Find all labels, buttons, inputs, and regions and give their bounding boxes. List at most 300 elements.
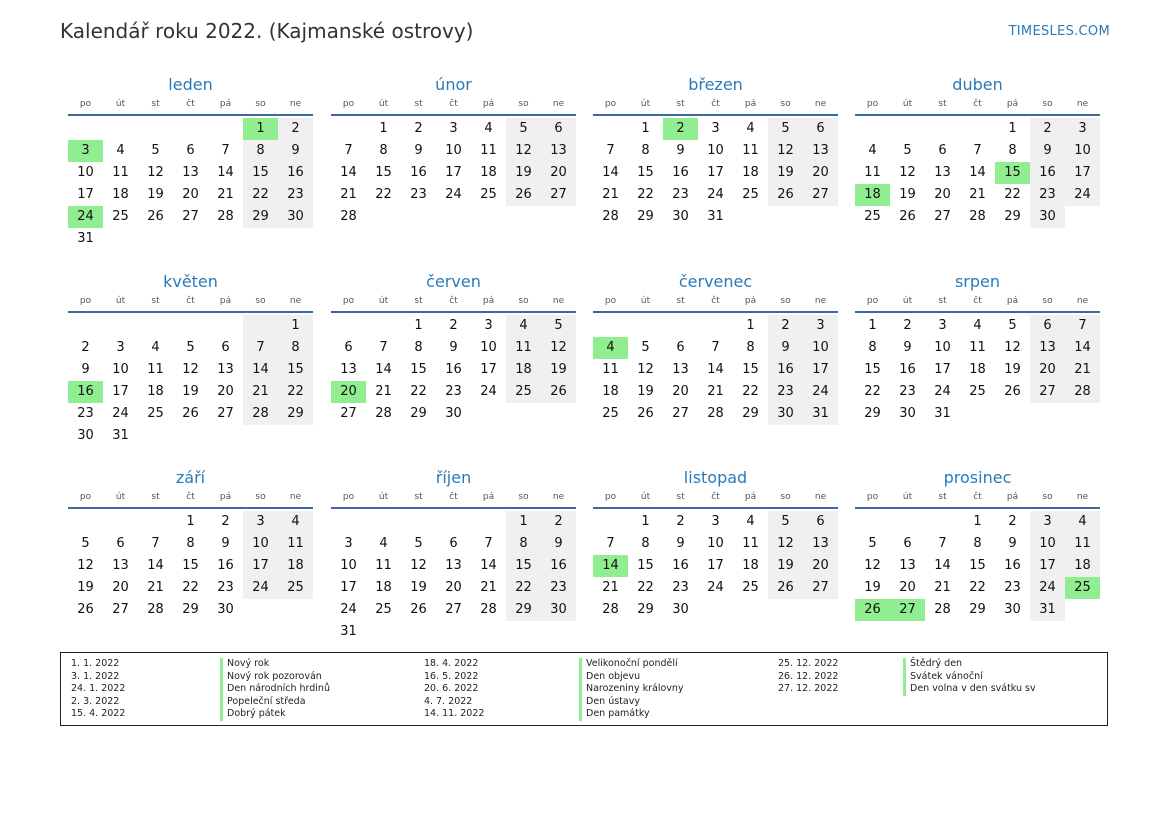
legend-holiday: Den ústavy	[586, 695, 640, 707]
day-cell: 21	[934, 580, 951, 595]
day-cell: 2	[903, 318, 912, 333]
day-cell: 15	[278, 359, 313, 381]
day-cell: 14	[340, 165, 357, 180]
day-cell: 6	[803, 511, 838, 533]
day-cell: 25	[112, 209, 129, 224]
day-cell: 1	[414, 318, 423, 333]
day-cell: 16	[768, 359, 803, 381]
day-cell: 12	[899, 165, 916, 180]
day-cell: 29	[278, 403, 313, 425]
day-cell: 15	[637, 165, 654, 180]
weekday-label: pá	[744, 296, 757, 306]
empty-cell	[593, 118, 628, 140]
day-cell: 22	[278, 381, 313, 403]
weekday-label: čt	[449, 296, 458, 306]
day-cell: 23	[899, 384, 916, 399]
day-cell: 8	[278, 337, 313, 359]
day-cell: 6	[938, 143, 947, 158]
weekday-label: čt	[186, 99, 195, 109]
day-cell: 19	[147, 187, 164, 202]
weekday-label: pá	[744, 99, 757, 109]
day-cell: 10	[934, 340, 951, 355]
day-cell: 5	[641, 340, 650, 355]
day-cell: 24	[707, 187, 724, 202]
day-cell: 3	[711, 514, 720, 529]
day-cell: 30	[672, 602, 689, 617]
weekday-label: po	[604, 492, 617, 502]
day-cell: 25	[147, 406, 164, 421]
weekday-label: po	[342, 492, 355, 502]
day-cell: 14	[1065, 337, 1100, 359]
day-cell: 21	[147, 580, 164, 595]
day-cell: 13	[1030, 337, 1065, 359]
empty-cell	[698, 315, 733, 337]
day-cell: 13	[112, 558, 129, 573]
day-cell: 23	[672, 187, 689, 202]
month-leden	[68, 74, 313, 250]
weekday-label: čt	[186, 296, 195, 306]
day-cell: 30	[672, 209, 689, 224]
day-cell: 29	[1004, 209, 1021, 224]
weekday-label: út	[378, 99, 389, 109]
day-cell: 29	[410, 406, 427, 421]
weekday-label: po	[79, 492, 92, 502]
empty-cell	[173, 315, 208, 337]
day-cell: 23	[1030, 184, 1065, 206]
day-cell: 8	[973, 536, 982, 551]
day-cell: 7	[484, 536, 493, 551]
day-cell: 23	[541, 577, 576, 599]
weekday-header	[855, 96, 1100, 114]
day-cell: 27	[803, 184, 838, 206]
day-cell: 4	[746, 121, 755, 136]
day-cell: 24	[934, 384, 951, 399]
day-cell: 12	[182, 362, 199, 377]
day-cell: 14	[707, 362, 724, 377]
header-rule	[593, 311, 838, 313]
day-cell: 14	[147, 558, 164, 573]
empty-cell	[960, 118, 995, 140]
empty-cell	[890, 118, 925, 140]
day-cell: 4	[746, 514, 755, 529]
day-cell: 20	[672, 384, 689, 399]
day-cell: 17	[77, 187, 94, 202]
weekday-header	[331, 489, 576, 507]
day-cell: 2	[768, 315, 803, 337]
day-cell: 18	[278, 555, 313, 577]
day-cell: 28	[340, 209, 357, 224]
days-grid	[331, 118, 576, 228]
weekday-label: ne	[289, 296, 302, 306]
weekday-label: st	[151, 492, 160, 502]
day-cell: 24	[112, 406, 129, 421]
day-cell: 10	[77, 165, 94, 180]
legend-marker	[579, 658, 582, 721]
days-grid	[68, 118, 313, 250]
day-cell: 8	[641, 143, 650, 158]
day-cell: 8	[868, 340, 877, 355]
day-cell: 7	[344, 143, 353, 158]
header-rule	[331, 507, 576, 509]
weekday-label: so	[780, 296, 791, 306]
day-cell: 19	[864, 580, 881, 595]
weekday-label: st	[151, 99, 160, 109]
weekday-label: po	[79, 99, 92, 109]
day-cell: 26	[506, 184, 541, 206]
day-cell: 2	[1008, 514, 1017, 529]
empty-cell	[138, 315, 173, 337]
empty-cell	[68, 511, 103, 533]
weekday-label: po	[342, 296, 355, 306]
day-cell: 17	[480, 362, 497, 377]
empty-cell	[401, 511, 436, 533]
days-grid	[68, 511, 313, 621]
legend-holiday: Dobrý pátek	[227, 708, 286, 720]
day-cell: 25	[480, 187, 497, 202]
day-cell: 7	[711, 340, 720, 355]
day-cell: 21	[480, 580, 497, 595]
day-cell: 20	[899, 580, 916, 595]
day-cell: 24	[803, 381, 838, 403]
day-cell: 1	[278, 315, 313, 337]
weekday-header	[855, 489, 1100, 507]
day-cell: 13	[899, 558, 916, 573]
day-cell: 22	[864, 384, 881, 399]
day-cell: 17	[243, 555, 278, 577]
day-cell: 12	[506, 140, 541, 162]
day-cell: 28	[934, 602, 951, 617]
day-cell: 9	[768, 337, 803, 359]
day-cell: 11	[969, 340, 986, 355]
month-únor	[331, 74, 576, 228]
month-name: duben	[952, 75, 1003, 94]
weekday-label: út	[640, 296, 651, 306]
weekday-label: ne	[814, 492, 827, 502]
day-cell: 17	[445, 165, 462, 180]
weekday-header	[68, 489, 313, 507]
day-cell: 18	[375, 580, 392, 595]
day-cell: 19	[182, 384, 199, 399]
holiday-day-cell: 24	[68, 206, 103, 228]
day-cell: 10	[112, 362, 129, 377]
empty-cell	[103, 118, 138, 140]
legend-marker	[220, 658, 223, 721]
legend-holiday: Popeleční středa	[227, 695, 306, 707]
day-cell: 10	[1030, 533, 1065, 555]
weekday-label: po	[604, 99, 617, 109]
empty-cell	[855, 118, 890, 140]
day-cell: 11	[742, 536, 759, 551]
legend-marker	[903, 658, 906, 696]
holiday-day-cell: 14	[593, 555, 628, 577]
day-cell: 29	[506, 599, 541, 621]
day-cell: 3	[484, 318, 493, 333]
day-cell: 12	[1004, 340, 1021, 355]
weekday-label: st	[414, 492, 423, 502]
day-cell: 8	[506, 533, 541, 555]
month-duben	[855, 74, 1100, 228]
holiday-legend	[60, 652, 1108, 726]
weekday-label: út	[378, 492, 389, 502]
day-cell: 18	[480, 165, 497, 180]
day-cell: 28	[1065, 381, 1100, 403]
month-květen	[68, 271, 313, 447]
day-cell: 14	[602, 165, 619, 180]
month-name: červen	[426, 272, 481, 291]
day-cell: 13	[541, 140, 576, 162]
holiday-day-cell: 26	[855, 599, 890, 621]
month-červen	[331, 271, 576, 425]
day-cell: 29	[637, 209, 654, 224]
day-cell: 2	[414, 121, 423, 136]
day-cell: 24	[445, 187, 462, 202]
day-cell: 16	[672, 165, 689, 180]
day-cell: 20	[803, 555, 838, 577]
weekday-label: ne	[289, 99, 302, 109]
day-cell: 27	[934, 209, 951, 224]
day-cell: 22	[742, 384, 759, 399]
day-cell: 11	[278, 533, 313, 555]
day-cell: 4	[484, 121, 493, 136]
day-cell: 21	[602, 580, 619, 595]
day-cell: 1	[1008, 121, 1017, 136]
days-grid	[593, 511, 838, 621]
day-cell: 6	[541, 118, 576, 140]
day-cell: 21	[707, 384, 724, 399]
weekday-label: st	[414, 99, 423, 109]
day-cell: 4	[1065, 511, 1100, 533]
empty-cell	[138, 511, 173, 533]
day-cell: 8	[379, 143, 388, 158]
day-cell: 15	[864, 362, 881, 377]
day-cell: 4	[278, 511, 313, 533]
day-cell: 29	[864, 406, 881, 421]
weekday-label: so	[255, 99, 266, 109]
day-cell: 26	[541, 381, 576, 403]
legend-holiday: Štědrý den	[910, 658, 963, 669]
day-cell: 6	[221, 340, 230, 355]
empty-cell	[855, 511, 890, 533]
weekday-label: po	[604, 296, 617, 306]
day-cell: 18	[1065, 555, 1100, 577]
weekday-label: čt	[186, 492, 195, 502]
weekday-label: út	[640, 99, 651, 109]
weekday-label: pá	[1006, 492, 1019, 502]
day-cell: 23	[410, 187, 427, 202]
header-rule	[68, 114, 313, 116]
day-cell: 8	[641, 536, 650, 551]
weekday-label: pá	[219, 99, 232, 109]
empty-cell	[366, 315, 401, 337]
empty-cell	[331, 118, 366, 140]
legend-date: 14. 11. 2022	[424, 708, 485, 720]
days-grid	[855, 315, 1100, 425]
month-březen	[593, 74, 838, 228]
day-cell: 6	[186, 143, 195, 158]
day-cell: 22	[969, 580, 986, 595]
weekday-label: ne	[814, 99, 827, 109]
day-cell: 31	[803, 403, 838, 425]
day-cell: 11	[602, 362, 619, 377]
day-cell: 2	[449, 318, 458, 333]
day-cell: 1	[641, 121, 650, 136]
day-cell: 31	[934, 406, 951, 421]
holiday-day-cell: 25	[1065, 577, 1100, 599]
holiday-day-cell: 4	[593, 337, 628, 359]
day-cell: 14	[217, 165, 234, 180]
day-cell: 1	[746, 318, 755, 333]
weekday-label: po	[866, 492, 879, 502]
legend-date: 27. 12. 2022	[778, 683, 839, 695]
day-cell: 5	[186, 340, 195, 355]
legend-date: 26. 12. 2022	[778, 670, 839, 682]
day-cell: 12	[768, 140, 803, 162]
day-cell: 12	[147, 165, 164, 180]
day-cell: 27	[541, 184, 576, 206]
day-cell: 27	[672, 406, 689, 421]
day-cell: 3	[938, 318, 947, 333]
weekday-label: čt	[449, 99, 458, 109]
weekday-label: pá	[219, 296, 232, 306]
day-cell: 3	[803, 315, 838, 337]
day-cell: 13	[182, 165, 199, 180]
weekday-label: so	[1042, 492, 1053, 502]
day-cell: 1	[973, 514, 982, 529]
day-cell: 25	[864, 209, 881, 224]
legend-holiday: Velikonoční pondělí	[586, 658, 678, 669]
legend-holiday: Svátek vánoční	[910, 670, 983, 682]
header-rule	[855, 507, 1100, 509]
weekday-label: st	[938, 296, 947, 306]
day-cell: 31	[707, 209, 724, 224]
day-cell: 3	[1030, 511, 1065, 533]
day-cell: 6	[449, 536, 458, 551]
day-cell: 18	[742, 558, 759, 573]
day-cell: 16	[1004, 558, 1021, 573]
day-cell: 19	[1004, 362, 1021, 377]
day-cell: 9	[903, 340, 912, 355]
brand-link[interactable]: TIMESLES.COM	[1008, 24, 1110, 39]
day-cell: 2	[676, 514, 685, 529]
legend-holiday: Narozeniny královny	[586, 683, 684, 695]
weekday-label: st	[414, 296, 423, 306]
day-cell: 11	[112, 165, 129, 180]
empty-cell	[925, 118, 960, 140]
day-cell: 5	[868, 536, 877, 551]
days-grid	[331, 315, 576, 425]
empty-cell	[366, 511, 401, 533]
weekday-header	[593, 489, 838, 507]
empty-cell	[593, 511, 628, 533]
header-rule	[855, 311, 1100, 313]
day-cell: 25	[278, 577, 313, 599]
day-cell: 12	[864, 558, 881, 573]
day-cell: 28	[969, 209, 986, 224]
day-cell: 5	[1008, 318, 1017, 333]
day-cell: 21	[375, 384, 392, 399]
day-cell: 18	[602, 384, 619, 399]
weekday-label: čt	[973, 99, 982, 109]
day-cell: 14	[969, 165, 986, 180]
day-cell: 7	[606, 143, 615, 158]
day-cell: 29	[182, 602, 199, 617]
empty-cell	[173, 118, 208, 140]
day-cell: 2	[278, 118, 313, 140]
day-cell: 1	[186, 514, 195, 529]
day-cell: 26	[182, 406, 199, 421]
weekday-label: po	[866, 296, 879, 306]
day-cell: 8	[414, 340, 423, 355]
day-cell: 19	[410, 580, 427, 595]
legend-dates-col3	[778, 658, 838, 696]
weekday-header	[593, 293, 838, 311]
day-cell: 11	[375, 558, 392, 573]
month-name: červenec	[678, 272, 753, 291]
day-cell: 9	[676, 143, 685, 158]
day-cell: 22	[243, 184, 278, 206]
day-cell: 16	[672, 558, 689, 573]
day-cell: 16	[445, 362, 462, 377]
day-cell: 6	[344, 340, 353, 355]
empty-cell	[208, 315, 243, 337]
day-cell: 28	[147, 602, 164, 617]
day-cell: 27	[803, 577, 838, 599]
day-cell: 15	[506, 555, 541, 577]
day-cell: 10	[803, 337, 838, 359]
weekday-label: ne	[552, 99, 565, 109]
weekday-label: pá	[744, 492, 757, 502]
day-cell: 12	[410, 558, 427, 573]
day-cell: 14	[480, 558, 497, 573]
day-cell: 29	[243, 206, 278, 228]
day-cell: 9	[414, 143, 423, 158]
day-cell: 22	[637, 580, 654, 595]
day-cell: 18	[147, 384, 164, 399]
day-cell: 31	[1030, 599, 1065, 621]
day-cell: 16	[541, 555, 576, 577]
day-cell: 17	[340, 580, 357, 595]
weekday-label: ne	[552, 296, 565, 306]
weekday-label: čt	[711, 492, 720, 502]
day-cell: 5	[903, 143, 912, 158]
day-cell: 11	[480, 143, 497, 158]
day-cell: 7	[938, 536, 947, 551]
day-cell: 1	[868, 318, 877, 333]
day-cell: 9	[449, 340, 458, 355]
day-cell: 5	[81, 536, 90, 551]
day-cell: 20	[182, 187, 199, 202]
day-cell: 5	[768, 511, 803, 533]
weekday-header	[331, 96, 576, 114]
day-cell: 26	[637, 406, 654, 421]
day-cell: 24	[1065, 184, 1100, 206]
day-cell: 5	[151, 143, 160, 158]
legend-names-col3	[910, 658, 1036, 696]
day-cell: 19	[768, 162, 803, 184]
weekday-label: čt	[449, 492, 458, 502]
day-cell: 20	[934, 187, 951, 202]
day-cell: 30	[1030, 206, 1065, 228]
day-cell: 8	[746, 340, 755, 355]
header-rule	[593, 114, 838, 116]
day-cell: 9	[221, 536, 230, 551]
day-cell: 23	[77, 406, 94, 421]
day-cell: 5	[414, 536, 423, 551]
legend-date: 3. 1. 2022	[71, 670, 120, 682]
legend-date: 20. 6. 2022	[424, 683, 479, 695]
legend-holiday: Den národních hrdinů	[227, 683, 330, 695]
holiday-day-cell: 20	[331, 381, 366, 403]
